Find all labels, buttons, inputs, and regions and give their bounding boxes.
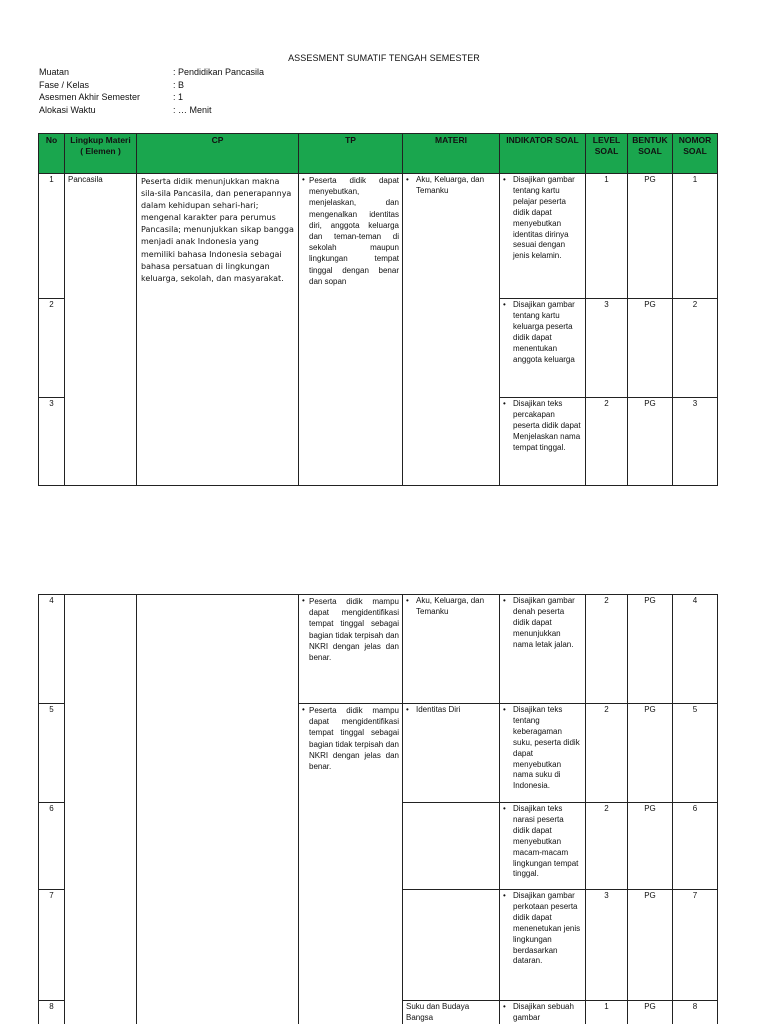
materi-bullet bbox=[406, 596, 496, 618]
bullet-icon: • bbox=[503, 596, 506, 605]
tp-text: Peserta didik mampu dapat mengidentifikasi tempat tinggal sebagai bagian tidak terpisah dan NKRI dengan jelas dan benar. bbox=[309, 706, 399, 772]
bullet-icon: • bbox=[503, 1002, 506, 1011]
cell-indikator bbox=[500, 595, 586, 704]
cell-lingkup: Pancasila bbox=[65, 174, 137, 486]
cell-no: 3 bbox=[39, 398, 65, 486]
cell-indikator bbox=[500, 890, 586, 1001]
cell-materi bbox=[403, 704, 500, 803]
cell-indikator bbox=[500, 398, 586, 486]
cell-no: 2 bbox=[39, 299, 65, 398]
cell-level: 3 bbox=[586, 890, 628, 1001]
bullet-icon: • bbox=[302, 705, 305, 714]
cell-nomor: 2 bbox=[673, 299, 718, 398]
bullet-icon: • bbox=[503, 300, 506, 309]
bullet-icon: • bbox=[503, 399, 506, 408]
cell-nomor: 3 bbox=[673, 398, 718, 486]
cell-level: 2 bbox=[586, 398, 628, 486]
cell-materi bbox=[403, 595, 500, 704]
cell-nomor: 1 bbox=[673, 174, 718, 299]
indikator-text: Disajikan gambar denah peserta didik dapat menunjukkan nama letak jalan. bbox=[513, 596, 575, 649]
indikator-bullet bbox=[503, 596, 582, 651]
cell-bentuk: PG bbox=[628, 1001, 673, 1024]
meta-value: : B bbox=[173, 79, 185, 90]
cell-level: 2 bbox=[586, 803, 628, 890]
cell-bentuk: PG bbox=[628, 704, 673, 803]
cell-nomor: 7 bbox=[673, 890, 718, 1001]
meta-row-muatan bbox=[39, 66, 264, 79]
materi-text: Identitas Diri bbox=[416, 705, 461, 714]
cell-indikator bbox=[500, 1001, 586, 1024]
cell-nomor: 4 bbox=[673, 595, 718, 704]
materi-text: Aku, Keluarga, dan Temanku bbox=[416, 596, 485, 616]
bullet-icon: • bbox=[302, 175, 305, 184]
cell-level: 2 bbox=[586, 704, 628, 803]
meta-key: Asesmen Akhir Semester bbox=[39, 92, 141, 102]
cell-materi bbox=[403, 174, 500, 486]
cell-bentuk: PG bbox=[628, 174, 673, 299]
bullet-icon: • bbox=[406, 175, 409, 184]
cell-indikator bbox=[500, 704, 586, 803]
indikator-bullet bbox=[503, 891, 582, 967]
indikator-bullet bbox=[503, 1002, 582, 1024]
meta-row-fase bbox=[39, 79, 264, 92]
meta-key: Alokasi Waktu bbox=[39, 104, 96, 115]
cell-materi bbox=[403, 803, 500, 890]
header-tp: TP bbox=[299, 134, 403, 174]
cell-bentuk: PG bbox=[628, 803, 673, 890]
cell-nomor: 8 bbox=[673, 1001, 718, 1024]
indikator-bullet bbox=[503, 175, 582, 262]
header-materi: MATERI bbox=[403, 134, 500, 174]
cell-no: 8 bbox=[39, 1001, 65, 1024]
cell-nomor: 6 bbox=[673, 803, 718, 890]
table-row bbox=[39, 174, 718, 299]
indikator-text: Disajikan gambar perkotaan peserta didik dapat menenetukan jenis lingkungan berdasarkan dataran. bbox=[513, 891, 581, 966]
assessment-table-page-1 bbox=[38, 133, 718, 486]
cell-no: 1 bbox=[39, 174, 65, 299]
cell-no: 4 bbox=[39, 595, 65, 704]
meta-row-asesmen bbox=[39, 91, 264, 104]
document-title: ASSESMENT SUMATIF TENGAH SEMESTER bbox=[288, 53, 480, 63]
materi-bullet bbox=[406, 705, 496, 716]
indikator-text: Disajikan gambar tentang kartu keluarga peserta didik dapat menentukan anggota keluarga bbox=[513, 300, 575, 364]
meta-value: : … Menit bbox=[173, 104, 212, 115]
cell-tp bbox=[299, 595, 403, 704]
cell-materi bbox=[403, 890, 500, 1001]
bullet-icon: • bbox=[503, 705, 506, 714]
cell-level: 3 bbox=[586, 299, 628, 398]
indikator-text: Disajikan teks tentang keberagaman suku, peserta didik dapat menyebutkan nama suku di Indonesia. bbox=[513, 705, 580, 791]
table-header-row bbox=[39, 134, 718, 174]
document-meta bbox=[39, 66, 264, 116]
cell-indikator bbox=[500, 803, 586, 890]
cell-bentuk: PG bbox=[628, 890, 673, 1001]
meta-key: Fase / Kelas bbox=[39, 79, 90, 90]
cell-indikator bbox=[500, 299, 586, 398]
tp-text: Peserta didik mampu dapat mengidentifikasi tempat tinggal sebagai bagian tidak terpisah dan NKRI dengan jelas dan benar. bbox=[309, 597, 399, 663]
indikator-text: Disajikan teks narasi peserta didik dapat menyebutkan macam-macam lingkungan tempat tinggal. bbox=[513, 804, 579, 879]
tp-bullet bbox=[302, 705, 399, 772]
table-row bbox=[39, 595, 718, 704]
header-level: LEVEL SOAL bbox=[586, 134, 628, 174]
cell-bentuk: PG bbox=[628, 299, 673, 398]
cell-cp: Peserta didik menunjukkan makna sila-sila Pancasila, dan penerapannya dalam kehidupan sehari-hari; mengenal karakter para perumus Pancasila; menunjukkan sikap bangga menjadi anak Indonesia yang memiliki bahasa Indonesia sebagai bahasa persatuan di lingkungan keluarga, sekolah, dan masyarakat. bbox=[137, 174, 299, 486]
bullet-icon: • bbox=[406, 596, 409, 605]
tp-bullet bbox=[302, 175, 399, 287]
materi-text: Aku, Keluarga, dan Temanku bbox=[416, 175, 485, 195]
indikator-bullet bbox=[503, 804, 582, 880]
cell-level: 1 bbox=[586, 174, 628, 299]
bullet-icon: • bbox=[406, 705, 409, 714]
tp-text: Peserta didik dapat menyebutkan, menjelaskan, dan mengenalkan identitas diri, anggota keluarga dan teman-teman di sekolah maupun lingkungan tempat tinggal dengan benar dan sopan bbox=[309, 176, 399, 286]
meta-row-alokasi bbox=[39, 104, 264, 117]
assessment-table-page-2 bbox=[38, 594, 718, 1024]
bullet-icon: • bbox=[503, 891, 506, 900]
indikator-text: Disajikan teks percakapan peserta didik dapat Menjelaskan nama tempat tinggal. bbox=[513, 399, 581, 452]
materi-bullet bbox=[406, 175, 496, 197]
cell-bentuk: PG bbox=[628, 595, 673, 704]
header-indikator: INDIKATOR SOAL bbox=[500, 134, 586, 174]
cell-indikator bbox=[500, 174, 586, 299]
meta-value: : 1 bbox=[173, 92, 184, 102]
cell-level: 1 bbox=[586, 1001, 628, 1024]
header-bentuk: BENTUK SOAL bbox=[628, 134, 673, 174]
bullet-icon: • bbox=[503, 804, 506, 813]
cell-materi: Suku dan Budaya Bangsa bbox=[403, 1001, 500, 1024]
bullet-icon: • bbox=[302, 596, 305, 605]
cell-nomor: 5 bbox=[673, 704, 718, 803]
indikator-text: Disajikan sebuah gambar bbox=[513, 1002, 574, 1022]
meta-value: : Pendidikan Pancasila bbox=[173, 67, 265, 77]
cell-no: 6 bbox=[39, 803, 65, 890]
meta-key: Muatan bbox=[39, 67, 70, 77]
indikator-bullet bbox=[503, 705, 582, 792]
cell-cp bbox=[137, 595, 299, 1024]
indikator-bullet bbox=[503, 399, 582, 454]
bullet-icon: • bbox=[503, 175, 506, 184]
indikator-bullet bbox=[503, 300, 582, 365]
tp-bullet bbox=[302, 596, 399, 663]
header-lingkup: Lingkup Materi ( Elemen ) bbox=[65, 134, 137, 174]
cell-level: 2 bbox=[586, 595, 628, 704]
cell-tp bbox=[299, 704, 403, 1024]
cell-no: 7 bbox=[39, 890, 65, 1001]
indikator-text: Disajikan gambar tentang kartu pelajar peserta didik dapat menyebutkan identitas dirinya sesuai dengan jenis kelamin. bbox=[513, 175, 575, 261]
header-nomor: NOMOR SOAL bbox=[673, 134, 718, 174]
cell-lingkup bbox=[65, 595, 137, 1024]
cell-no: 5 bbox=[39, 704, 65, 803]
cell-tp bbox=[299, 174, 403, 486]
cell-bentuk: PG bbox=[628, 398, 673, 486]
header-cp: CP bbox=[137, 134, 299, 174]
header-no: No bbox=[39, 134, 65, 174]
